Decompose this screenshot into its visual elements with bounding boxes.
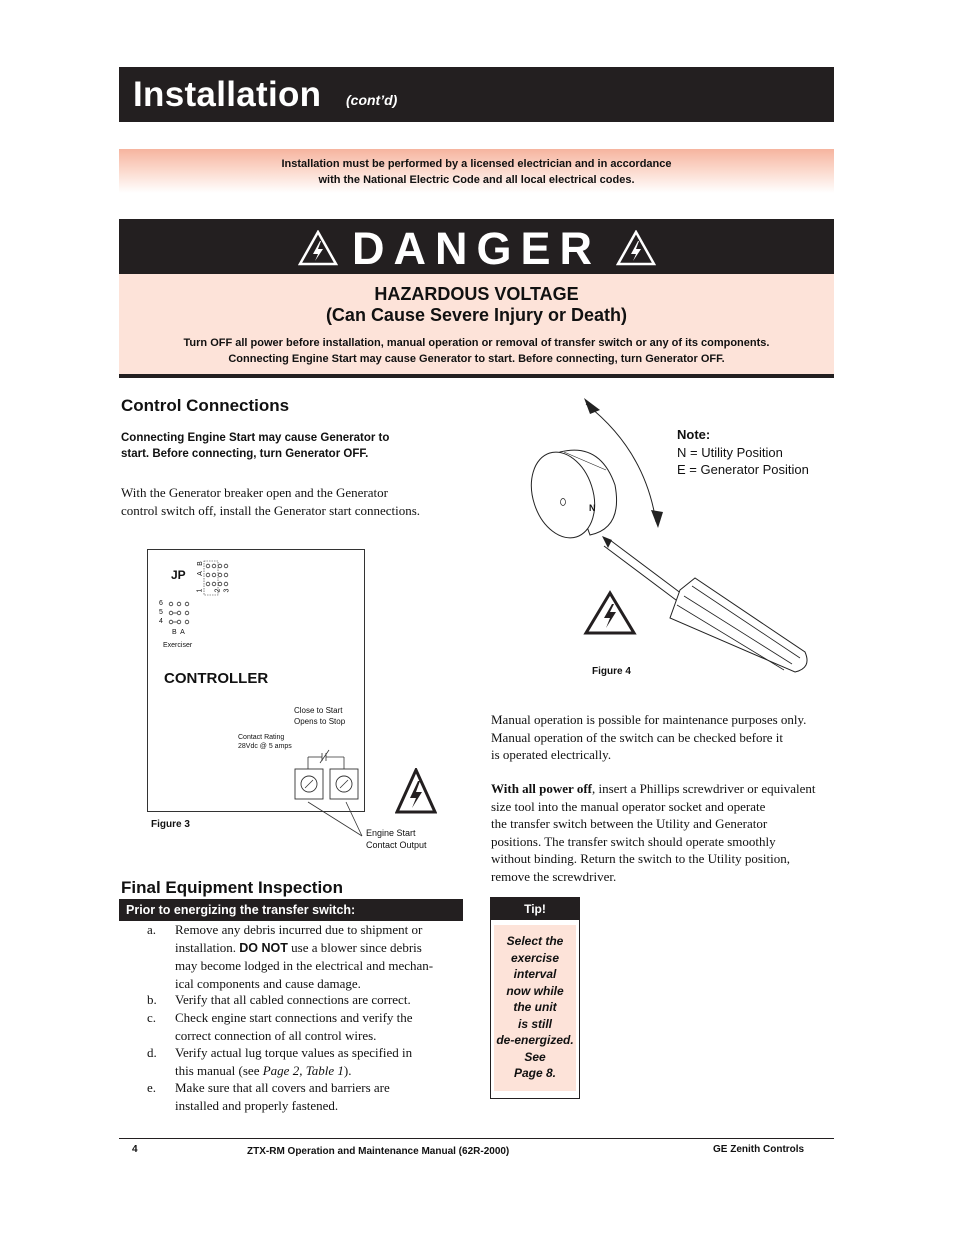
tip-line: is still: [517, 1016, 552, 1031]
list-item: [147, 991, 467, 1009]
exerciser-label: Exerciser: [163, 642, 193, 649]
jp-label-3: 3: [223, 588, 231, 593]
list-line: ).: [343, 1062, 352, 1078]
list-line: installation.: [175, 939, 240, 955]
engine-start-line: Contact Output: [366, 839, 427, 850]
brand-name: GE Zenith Controls: [713, 1144, 805, 1155]
list-line: installed and properly fastened.: [175, 1097, 339, 1113]
list-marker: a.: [147, 922, 157, 937]
warning-line: start. Before connecting, turn Generator OFF.: [121, 448, 369, 460]
body-line: size tool into the manual operator socket and operate: [491, 798, 766, 814]
list-item: [147, 1044, 467, 1079]
tip-body: [494, 925, 576, 1091]
page-number: 4: [132, 1144, 138, 1155]
jp-label-b: B: [196, 561, 204, 566]
list-line: Make sure that all covers and barriers are: [175, 1080, 390, 1095]
page-subtitle: (cont’d): [346, 92, 398, 108]
footer-rule: [119, 1138, 834, 1139]
notice-line-2: with the National Electric Code and all local electrical codes.: [318, 174, 635, 186]
engine-start-label: [366, 828, 427, 851]
engine-start-warning: [121, 430, 389, 462]
prior-to-energizing-bar: Prior to energizing the transfer switch:: [119, 899, 463, 921]
list-item: [147, 921, 467, 992]
figure-4-caption: Figure 4: [592, 666, 631, 677]
list-marker: e.: [147, 1080, 157, 1095]
list-marker: b.: [147, 992, 157, 1007]
jp-jumper-block: [196, 560, 244, 600]
danger-message: [119, 274, 834, 378]
list-line: Verify actual lug torque values as specified in: [175, 1045, 413, 1060]
notice-line-1: Installation must be performed by a licensed electrician and in accordance: [281, 158, 672, 170]
tip-line: Page 8.: [513, 1066, 557, 1080]
tip-line: See: [524, 1049, 546, 1064]
list-line: correct connection of all control wires.: [175, 1027, 377, 1043]
body-line: positions. The transfer switch should operate smoothly: [491, 833, 776, 849]
final-inspection-heading: Final Equipment Inspection: [121, 878, 343, 897]
danger-text-2: Connecting Engine Start may cause Generator to start. Before connecting, turn Generator OFF.: [228, 353, 725, 365]
tip-line: exercise: [510, 950, 560, 965]
jp-label: JP: [171, 568, 186, 582]
tip-label: Tip!: [491, 898, 579, 920]
power-off-instructions: [491, 780, 836, 886]
danger-text-1: Turn OFF all power before installation, manual operation or removal of transfer switch or any of its components.: [183, 337, 770, 349]
list-line: use a blower since debris: [287, 939, 422, 955]
danger-subtitle: (Can Cause Severe Injury or Death): [325, 305, 628, 325]
list-item: [147, 1079, 467, 1114]
body-line: Manual operation is possible for maintenance purposes only.: [491, 712, 807, 727]
tip-line: Select the: [506, 934, 564, 948]
list-marker: d.: [147, 1045, 157, 1060]
position-note: [677, 426, 809, 479]
controller-diagram: [147, 549, 365, 812]
page-reference: Page 2, Table 1: [262, 1062, 344, 1078]
exerciser-pin-6: 6: [159, 600, 163, 607]
controller-label: CONTROLLER: [164, 670, 269, 687]
tip-line: the unit: [513, 1000, 557, 1014]
tip-line: de-energized.: [496, 1033, 574, 1047]
page-title: Installation: [133, 75, 322, 114]
close-to-start-label: Close to Start: [294, 706, 343, 715]
section-header: [119, 67, 834, 122]
exerciser-pin-5: 5: [159, 609, 163, 616]
tip-line: interval: [513, 967, 557, 981]
list-line: may become lodged in the electrical and mechan-: [175, 958, 434, 974]
body-line: is operated electrically.: [491, 747, 612, 763]
exerciser-ba-label: B A: [172, 629, 185, 636]
engine-start-line: Engine Start: [366, 828, 416, 838]
manual-title: ZTX-RM Operation and Maintenance Manual (62R-2000): [247, 1146, 510, 1157]
jp-label-1: 1: [196, 588, 204, 593]
warning-line: Connecting Engine Start may cause Generator to: [121, 432, 390, 444]
power-off-emphasis: With all power off: [491, 781, 592, 796]
manual-operation-text: [491, 711, 836, 764]
body-line: , insert a Phillips screwdriver or equivalent: [592, 781, 816, 796]
exerciser-pin-4: 4: [159, 618, 163, 625]
list-line: Check engine start connections and verify the: [175, 1010, 413, 1025]
list-line: Remove any debris incurred due to shipment or: [175, 922, 423, 937]
opens-to-stop-label: Opens to Stop: [294, 717, 346, 726]
electrician-notice: [119, 149, 834, 193]
body-line: With the Generator breaker open and the Generator: [121, 485, 388, 500]
figure-3-caption: Figure 3: [151, 819, 190, 830]
contact-rating-label: Contact Rating: [238, 734, 285, 741]
tip-line: now while: [506, 983, 564, 998]
do-not-emphasis: DO NOT: [239, 940, 288, 955]
note-generator: E = Generator Position: [677, 462, 809, 477]
danger-word: DANGER: [351, 223, 601, 274]
list-line: this manual (see: [175, 1062, 263, 1078]
note-label: Note:: [677, 427, 711, 442]
body-line: without binding. Return the switch to the Utility position,: [491, 851, 790, 867]
control-connections-heading: Control Connections: [121, 396, 290, 415]
body-line: control switch off, install the Generator start connections.: [121, 502, 421, 518]
jp-label-a: A: [196, 571, 204, 576]
list-line: Verify that all cabled connections are correct.: [175, 992, 411, 1007]
body-line: Manual operation of the switch can be checked before it: [491, 729, 784, 745]
high-voltage-icon: [616, 230, 656, 266]
contact-rating-value: 28Vdc @ 5 amps: [238, 743, 292, 750]
body-line: remove the screwdriver.: [491, 868, 617, 884]
utility-position-mark: N: [589, 503, 596, 513]
high-voltage-icon: [395, 768, 437, 814]
jp-label-2: 2: [214, 588, 222, 593]
danger-title: HAZARDOUS VOLTAGE: [374, 284, 579, 304]
body-line: the transfer switch between the Utility and Generator: [491, 816, 768, 832]
control-instructions: [121, 484, 420, 519]
list-item: [147, 1009, 467, 1044]
leader-lines: [300, 792, 370, 847]
note-utility: N = Utility Position: [677, 444, 783, 460]
list-marker: c.: [147, 1010, 157, 1025]
list-line: ical components and cause damage.: [175, 975, 361, 991]
exerciser-jumper-block: [166, 600, 196, 628]
tip-box: [490, 897, 580, 1099]
danger-banner: [119, 219, 834, 274]
